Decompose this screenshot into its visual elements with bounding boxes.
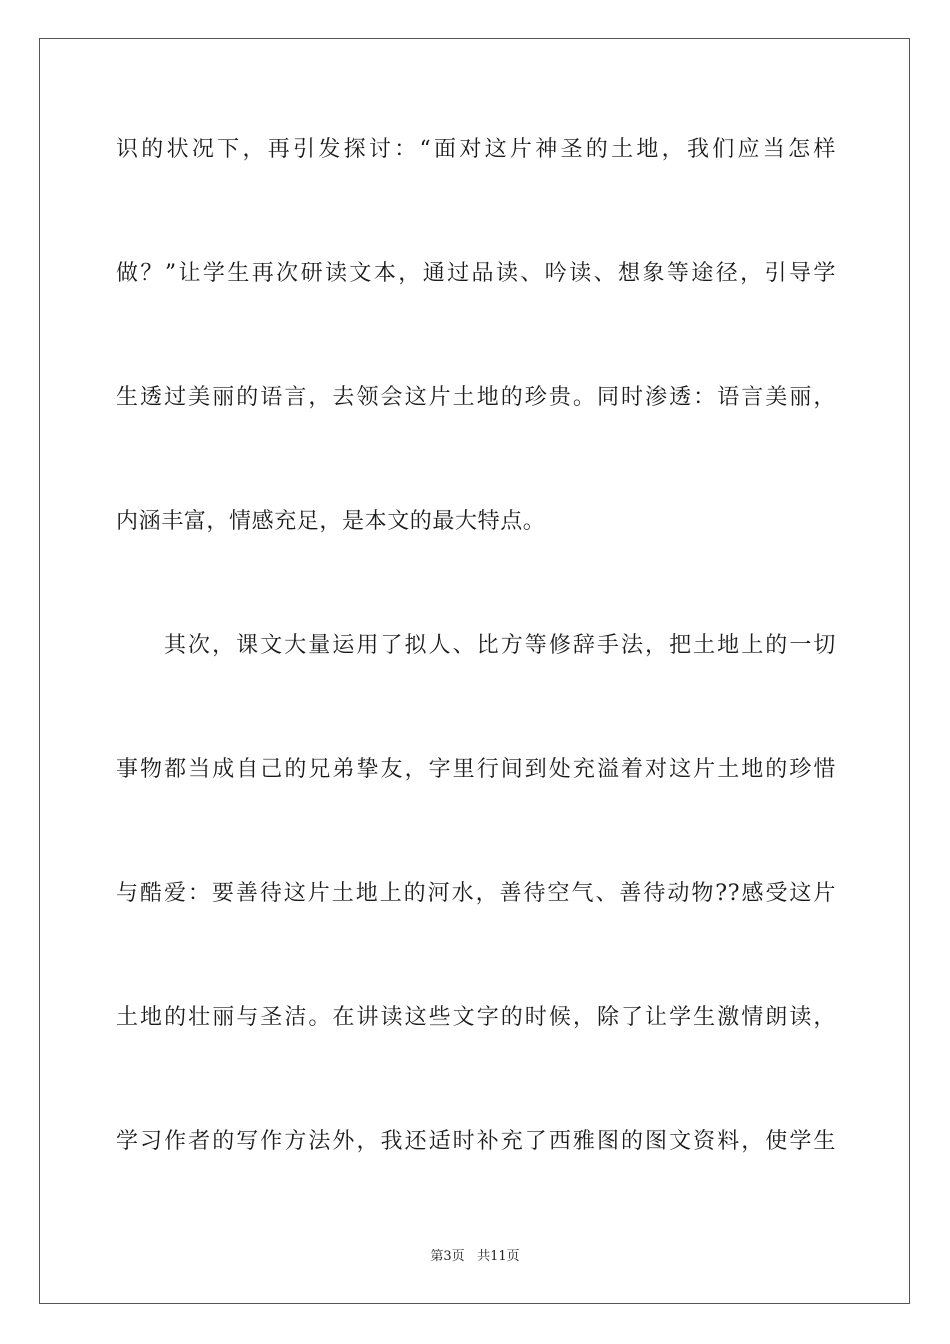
- page-number: 第3页: [430, 1249, 465, 1264]
- total-pages: 共11页: [477, 1249, 520, 1264]
- body-line-3: 生透过美丽的语言，去领会这片土地的珍贵。同时渗透：语言美丽，: [116, 385, 836, 410]
- body-line-6: 事物都当成自己的兄弟挚友，字里行间到处充溢着对这片土地的珍惜: [116, 757, 836, 782]
- body-line-1: 识的状况下，再引发探讨：“面对这片神圣的土地，我们应当怎样: [116, 137, 836, 162]
- page-frame: [39, 38, 910, 1304]
- body-line-8: 土地的壮丽与圣洁。在讲读这些文字的时候，除了让学生激情朗读，: [116, 1005, 836, 1030]
- body-line-4: 内涵丰富，情感充足，是本文的最大特点。: [116, 509, 546, 534]
- body-line-5: 其次，课文大量运用了拟人、比方等修辞手法，把土地上的一切: [164, 633, 836, 658]
- body-line-2: 做？”让学生再次研读文本，通过品读、吟读、想象等途径，引导学: [116, 261, 836, 286]
- page-footer: [0, 1245, 950, 1264]
- body-line-7: 与酷爱：要善待这片土地上的河水，善待空气、善待动物??感受这片: [116, 881, 836, 906]
- body-line-9: 学习作者的写作方法外，我还适时补充了西雅图的图文资料，使学生: [116, 1129, 836, 1154]
